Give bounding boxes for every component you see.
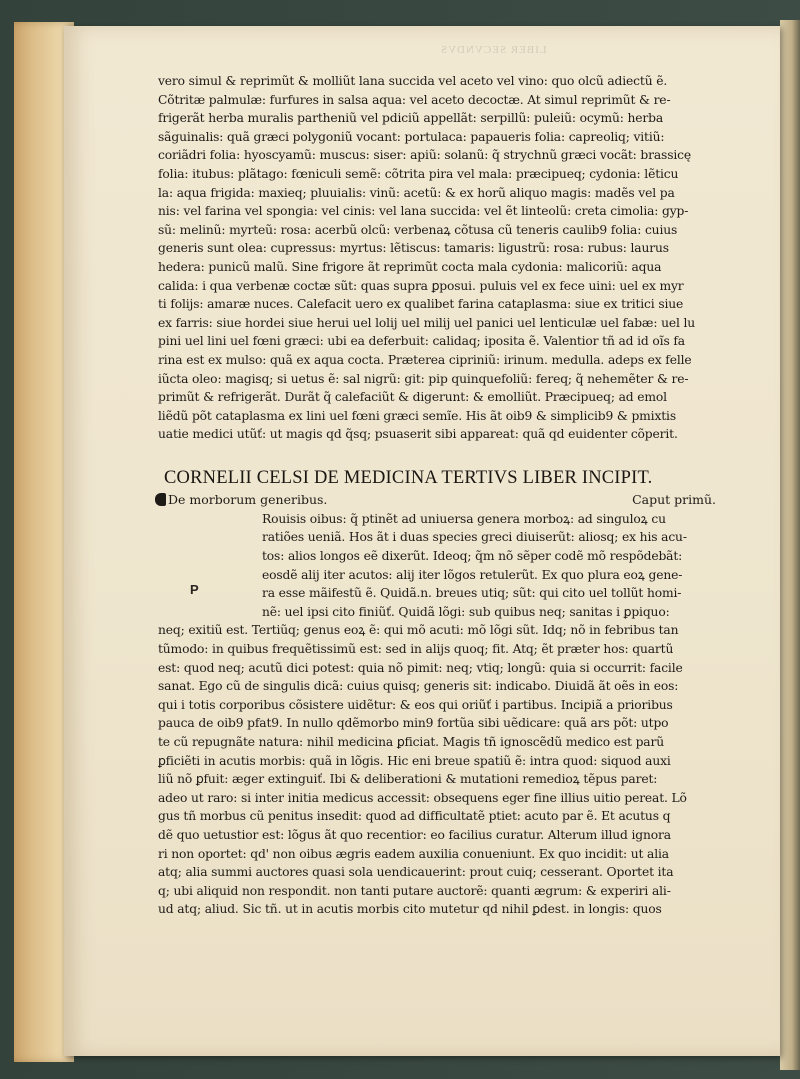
text-line: q; ubi aliquid non respondit. non tanti putare auctorẽ: quanti ægrum: & experiri ali-: [158, 883, 671, 898]
text-line: frigerãt herba muralis partheniũ vel pdiciũ appellãt: serpillũ: puleiũ: ocymũ: herba: [158, 111, 664, 126]
text-line: ratiões ueniã. Hos ãt i duas species greci diuiserũt: aliosq; ex his acu-: [262, 530, 687, 545]
text-line: ꝑficiẽti in acutis morbis: quã in lõgis. Hic eni breue spatiũ ẽ: intra quod: siquod auxi: [158, 753, 671, 768]
guide-letter: P: [190, 582, 199, 597]
text-line: nẽ: uel ipsi cito finiũť. Quidã lõgi: sub quibus neq; sanitas i ꝑpiquo:: [262, 604, 670, 619]
text-column: [158, 72, 724, 919]
text-line: eosdẽ alij iter acutos: alij iter lõgos retulerũt. Ex quo plura eoꝝ gene-: [262, 567, 683, 582]
text-line: ra esse mãifestũ ẽ. Quidã.n. breues utiq; sũt: qui cito uel tollũt homi-: [262, 586, 682, 601]
text-line: gus tñ morbus cũ penitus insedit: quod ad difficultatẽ ptiet: acuto par ẽ. Et acutus q: [158, 809, 671, 824]
text-line: ri non oportet: qd' non oibus ægris eadem auxilia conueniunt. Ex quo incidit: ut alia: [158, 846, 669, 861]
text-line: liũ nõ ꝑfuit: æger extinguiť. Ibi & deliberationi & mutationi remedioꝝ tẽpus paret:: [158, 772, 658, 787]
text-line: adeo ut raro: si inter initia medicus accessit: obsequens eger fine illius uitio pereat. Lõ: [158, 790, 687, 805]
text-line: hedera: punicũ malũ. Sine frigore ãt reprimũt cocta mala cydonia: malicoriũ: aqua: [158, 259, 662, 274]
text-line: primũt & refrigerãt. Durãt q̃ calefaciũt & digerunt: & emolliũt. Præcipueq; ad emol: [158, 390, 667, 405]
text-line: est: quod neq; acutũ dici potest: quia nõ pimit: neq; vtiq; longũ: quia si occurrit: facile: [158, 660, 683, 675]
section-heading-row: [158, 490, 724, 510]
main-paragraph: [158, 621, 724, 919]
text-line: te cũ repugnãte natura: nihil medicina ꝑficiat. Magis tñ ignoscẽdũ medico est parũ: [158, 735, 664, 749]
chapter-label: Caput primũ.: [632, 491, 716, 507]
book-title-heading: CORNELII CELSI DE MEDICINA TERTIVS LIBER INCIPIT.: [164, 467, 653, 488]
text-line: sũ: melinũ: myrteũ: rosa: acerbũ olcũ: verbenaꝝ cõtusa cũ teneris caulib9 folia: cuius: [158, 222, 678, 237]
text-line: pini uel lini uel fœni græci: ubi ea deferbuit: calidaq; iposita ẽ. Valentior tñ ad id oĩs fa: [158, 334, 685, 349]
text-line: tos: alios longos eẽ dixerũt. Ideoq; q̃m nõ sẽper codẽ mõ respõdebãt:: [262, 549, 683, 564]
text-line: calida: i qua verbenæ coctæ sũt: quas supra ꝑposui. puluis vel ex fece uini: uel ex myr: [158, 278, 684, 293]
text-line: vero simul & reprimũt & molliũt lana succida vel aceto vel vino: quo olcũ adiectũ ẽ.: [158, 74, 668, 88]
text-line: rina est ex mulso: quã ex aqua cocta. Præterea cipriniũ: irinum. medulla. adeps ex felle: [158, 352, 692, 367]
text-line: ti folijs: amaræ nuces. Calefacit uero ex qualibet farina cataplasma: siue ex tritici siue: [158, 297, 684, 312]
facing-page-edge: [780, 20, 800, 1070]
text-line: ud atq; aliud. Sic tñ. ut in acutis morbis cito mutetur qd nihil ꝑdest. in longis: quos: [158, 902, 662, 917]
section-heading: De morborum generibus.: [168, 491, 328, 507]
text-line: iũcta oleo: magisq; si uetus ẽ: sal nigrũ: git: pip quinquefoliũ: fereq; q̃ nehemẽter & re-: [158, 371, 689, 386]
text-line: qui i totis corporibus cõsistere uidẽtur: & eos qui oriũť i partibus. Incipiã a prioribus: [158, 697, 673, 712]
text-line: atq; alia summi auctores quasi sola uendicauerint: prout cuiq; cesserant. Oportet ita: [158, 865, 674, 880]
text-line: coriãdri folia: hyoscyamũ: muscus: siser: apiũ: solanũ: q̃ strychnũ græci vocãt: brassicę: [158, 148, 692, 163]
top-paragraph: [158, 72, 724, 444]
text-line: tũmodo: in quibus frequẽtissimũ est: sed in alijs quoq; fit. Atq; ẽt præter hos: quartũ: [158, 642, 674, 657]
bleed-through-running-head: LIBER SECVNDVS: [440, 44, 547, 56]
text-line: pauca de oib9 pfat9. In nullo qdẽmorbo min9 fortũa sibi uẽdicare: quã ars põt: utpo: [158, 716, 669, 731]
paragraph-mark-icon: [155, 493, 166, 506]
text-line: generis sunt olea: cupressus: myrtus: lẽtiscus: tamaris: ligustrũ: rosa: rubus: laurus: [158, 241, 669, 256]
text-line: nis: vel farina vel spongia: vel cinis: vel lana succida: vel ẽt linteolũ: creta cimolia: gyp-: [158, 204, 689, 219]
text-line: dẽ quo uetustior est: lõgus ãt quo recentior: eo facilius curatur. Alterum illud ignora: [158, 827, 671, 842]
text-line: ex farris: siue hordei siue herui uel lolij uel milij uel panici uel lenticulæ uel fabæ: uel lu: [158, 315, 696, 330]
text-line: neq; exitiũ est. Tertiũq; genus eoꝝ ẽ: qui mõ acuti: mõ lõgi sũt. Idq; nõ in febribus tan: [158, 623, 679, 638]
text-line: Cõtritæ palmulæ: furfures in salsa aqua: vel aceto decoctæ. At simul reprimũt & re-: [158, 92, 671, 107]
text-line: uatie medici utũť: ut magis qd q̃sq; psuaserit sibi appareat: quã qd euidenter cõperit.: [158, 427, 678, 442]
text-line: Rouisis oibus: q̃ ptinẽt ad uniuersa genera morboꝝ: ad singuloꝝ cu: [262, 511, 666, 526]
text-line: liẽdũ põt cataplasma ex lini uel fœni græci semĩe. His ãt oib9 & simplicib9 & pmixtis: [158, 408, 676, 423]
text-line: sanat. Ego cũ de singulis dicã: cuius quisq; generis sit: indicabo. Diuidã ãt oẽs in eos:: [158, 679, 679, 694]
text-line: la: aqua frigida: maxieq; pluuialis: vinũ: acetũ: & ex horũ aliquo magis: madẽs vel pa: [158, 185, 675, 200]
text-line: folia: itubus: plãtago: fœniculi semẽ: cõtrita pira vel mala: præcipueq; cydonia: lẽticu: [158, 166, 679, 181]
section-gap: [158, 444, 724, 466]
text-line: sãguinalis: quã græci polygoniũ vocant: portulaca: papaueris folia: capreoliq; vitiũ:: [158, 129, 665, 144]
indented-opening: [158, 510, 724, 622]
